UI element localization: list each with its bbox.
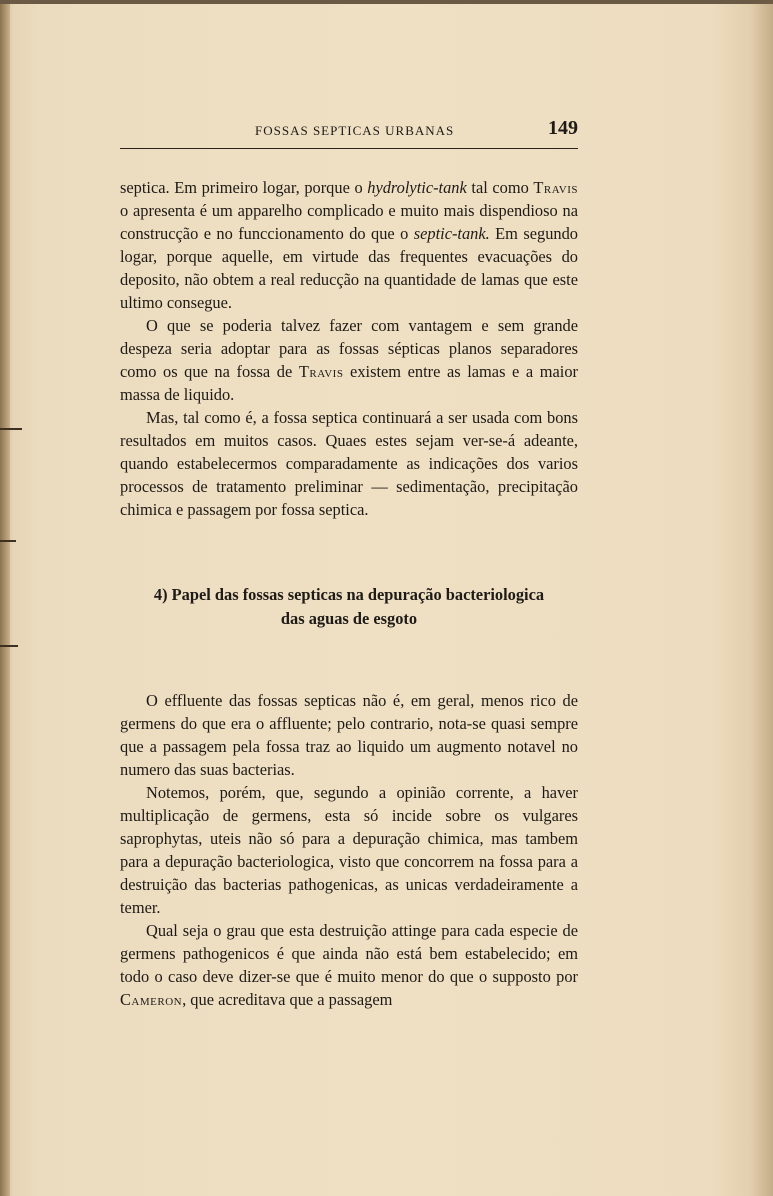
running-header [120,118,578,149]
paragraph: Qual seja o grau que esta destruição attinge para cada especie de germens pathogenicos é que ainda não está bem estabelecido; em todo o caso deve dizer-se que é muito menor do que o supposto por Cameron, que acreditava que a passagem [120,921,578,1009]
text-block-upper [120,176,578,521]
section-title-line-2: das aguas de esgoto [280,609,418,628]
page-top-edge [0,0,773,4]
section-heading [120,583,578,631]
margin-mark [0,645,18,647]
page-number: 149 [548,117,578,139]
page-right-shadow [751,0,773,1196]
text-block-lower [120,689,578,1011]
paragraph: O effluente das fossas septicas não é, em geral, menos rico de germens do que era o affluente; pelo contrario, nota-se quasi sempre que a passagem pela fossa traz ao liquido um augmento notavel no numero das suas bacterias. [120,691,578,779]
paragraph: Mas, tal como é, a fossa septica continuará a ser usada com bons resultados em muitos casos. Quaes estes sejam ver-se-á adeante, quando estabelecermos comparadamente as indicações dos varios processos de tratamento preliminar — sedimentação, precipitação chimica e passagem por fossa septica. [120,408,578,519]
running-title: FOSSAS SEPTICAS URBANAS [255,123,455,138]
section-title-line-1: Papel das fossas septicas na depuração bacteriologica [171,585,545,604]
paragraph: septica. Em primeiro logar, porque o hydrolytic-tank tal como Travis o apresenta é um apparelho complicado e muito mais dispendioso na construcção e no funccionamento do que o septic-tank. Em segundo logar, porque aquelle, em virtude das frequentes evacuações do deposito, não obtem a real reducção na quantidade de lamas que este ultimo consegue. [120,178,578,312]
page-left-edge [0,0,10,1196]
margin-mark [0,540,16,542]
paragraph: O que se poderia talvez fazer com vantagem e sem grande despeza seria adoptar para as fossas sépticas planos separadores como os que na fossa de Travis existem entre as lamas e a maior massa de liquido. [120,316,578,404]
margin-mark [0,428,22,430]
paragraph: Notemos, porém, que, segundo a opinião corrente, a haver multiplicação de germens, esta só incide sobre os vulgares saprophytas, uteis não só para a depuração chimica, mas tambem para a depuração bacteriologica, visto que concorrem na fossa para a destruição das bacterias pathogenicas, as unicas verdadeiramente a temer. [120,783,578,917]
section-number: 4) [153,585,168,604]
